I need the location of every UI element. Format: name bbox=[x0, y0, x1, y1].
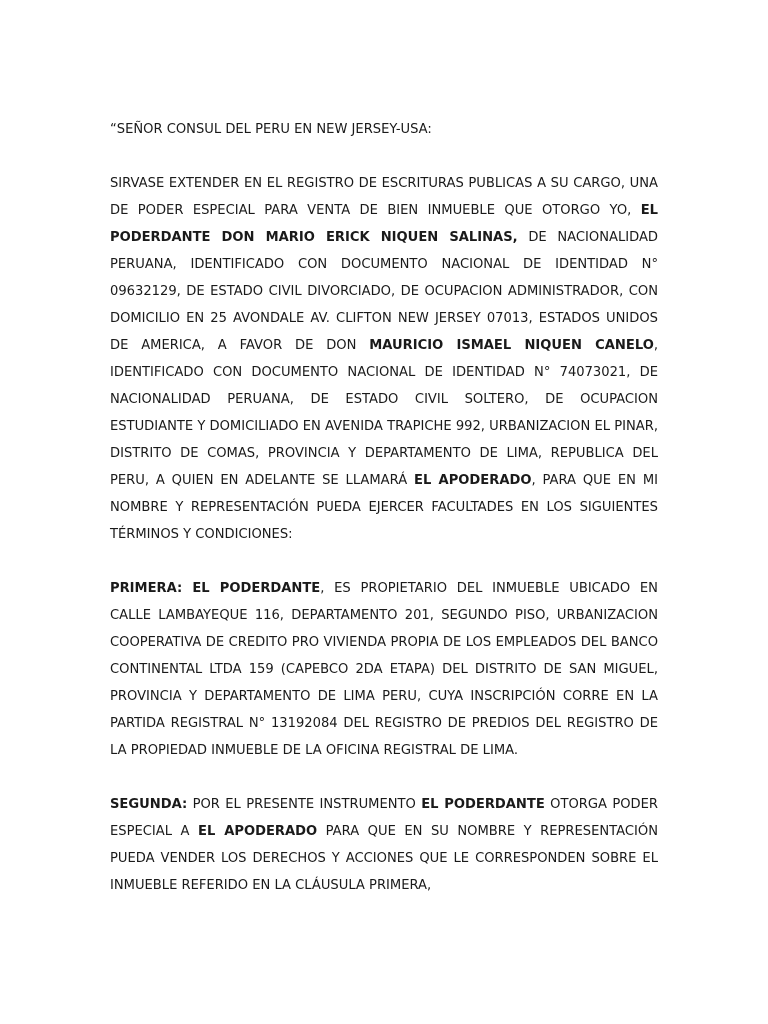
poderdante-name: EL PODERDANTE DON MARIO ERICK NIQUEN SALINAS, bbox=[110, 203, 658, 245]
clause-segunda-text-2: OTORGA PODER ESPECIAL A bbox=[110, 797, 658, 839]
clause-segunda-apoderado: EL APODERADO bbox=[198, 824, 318, 839]
intro-text-1: SIRVASE EXTENDER EN EL REGISTRO DE ESCRITURAS PUBLICAS A SU CARGO, UNA DE PODER ESPECIAL PARA VENTA DE BIEN INMUEBLE QUE OTORGO YO, bbox=[110, 176, 658, 218]
clause-segunda bbox=[110, 791, 658, 899]
paragraph-gap bbox=[110, 548, 658, 575]
apoderado-name: MAURICIO ISMAEL NIQUEN CANELO bbox=[369, 338, 654, 353]
clause-segunda-text-3: PARA QUE EN SU NOMBRE Y REPRESENTACIÓN PUEDA VENDER LOS DERECHOS Y ACCIONES QUE LE CORRESPONDEN SOBRE EL INMUEBLE REFERIDO EN LA CLÁUSULA PRIMERA, bbox=[110, 824, 658, 893]
document-page bbox=[110, 116, 658, 899]
salutation: “SEÑOR CONSUL DEL PERU EN NEW JERSEY-USA: bbox=[110, 122, 432, 137]
intro-text-3: , IDENTIFICADO CON DOCUMENTO NACIONAL DE IDENTIDAD N° 74073021, DE NACIONALIDAD PERUANA, DE ESTADO CIVIL SOLTERO, DE OCUPACION ESTUDIANTE Y DOMICILIADO EN AVENIDA TRAPICHE 992, URBANIZACION EL PINAR, DISTRITO DE COMAS, PROVINCIA Y DEPARTAMENTO DE LIMA, REPUBLICA DEL PERU, A QUIEN EN ADELANTE SE LLAMARÁ bbox=[110, 338, 659, 488]
intro-text-4: , PARA QUE EN MI NOMBRE Y REPRESENTACIÓN PUEDA EJERCER FACULTADES EN LOS SIGUIENTES TÉRMINOS Y CONDICIONES: bbox=[110, 473, 658, 542]
paragraph-gap bbox=[110, 764, 658, 791]
paragraph-intro bbox=[110, 170, 658, 548]
apoderado-term: EL APODERADO bbox=[414, 473, 532, 488]
clause-segunda-title: SEGUNDA: bbox=[110, 797, 188, 812]
clause-primera-title: PRIMERA: EL PODERDANTE bbox=[110, 581, 321, 596]
clause-primera-text: , ES PROPIETARIO DEL INMUEBLE UBICADO EN CALLE LAMBAYEQUE 116, DEPARTAMENTO 201, SEGUNDO PISO, URBANIZACION COOPERATIVA DE CREDITO PRO VIVIENDA PROPIA DE LOS EMPLEADOS DEL BANCO CONTINENTAL LTDA 159 (CAPEBCO 2DA ETAPA) DEL DISTRITO DE SAN MIGUEL, PROVINCIA Y DEPARTAMENTO DE LIMA PERU, CUYA INSCRIPCIÓN CORRE EN LA PARTIDA REGISTRAL N° 13192084 DEL REGISTRO DE PREDIOS DEL REGISTRO DE LA PROPIEDAD INMUEBLE DE LA OFICINA REGISTRAL DE LIMA. bbox=[110, 581, 658, 758]
clause-segunda-poderdante: EL PODERDANTE bbox=[421, 797, 545, 812]
intro-text-2: DE NACIONALIDAD PERUANA, IDENTIFICADO CON DOCUMENTO NACIONAL DE IDENTIDAD N° 09632129, DE ESTADO CIVIL DIVORCIADO, DE OCUPACION ADMINISTRADOR, CON DOMICILIO EN 25 AVONDALE AV. CLIFTON NEW JERSEY 07013, ESTADOS UNIDOS DE AMERICA, A FAVOR DE DON bbox=[110, 230, 659, 353]
clause-primera bbox=[110, 575, 658, 764]
clause-segunda-text-1: POR EL PRESENTE INSTRUMENTO bbox=[187, 797, 422, 812]
